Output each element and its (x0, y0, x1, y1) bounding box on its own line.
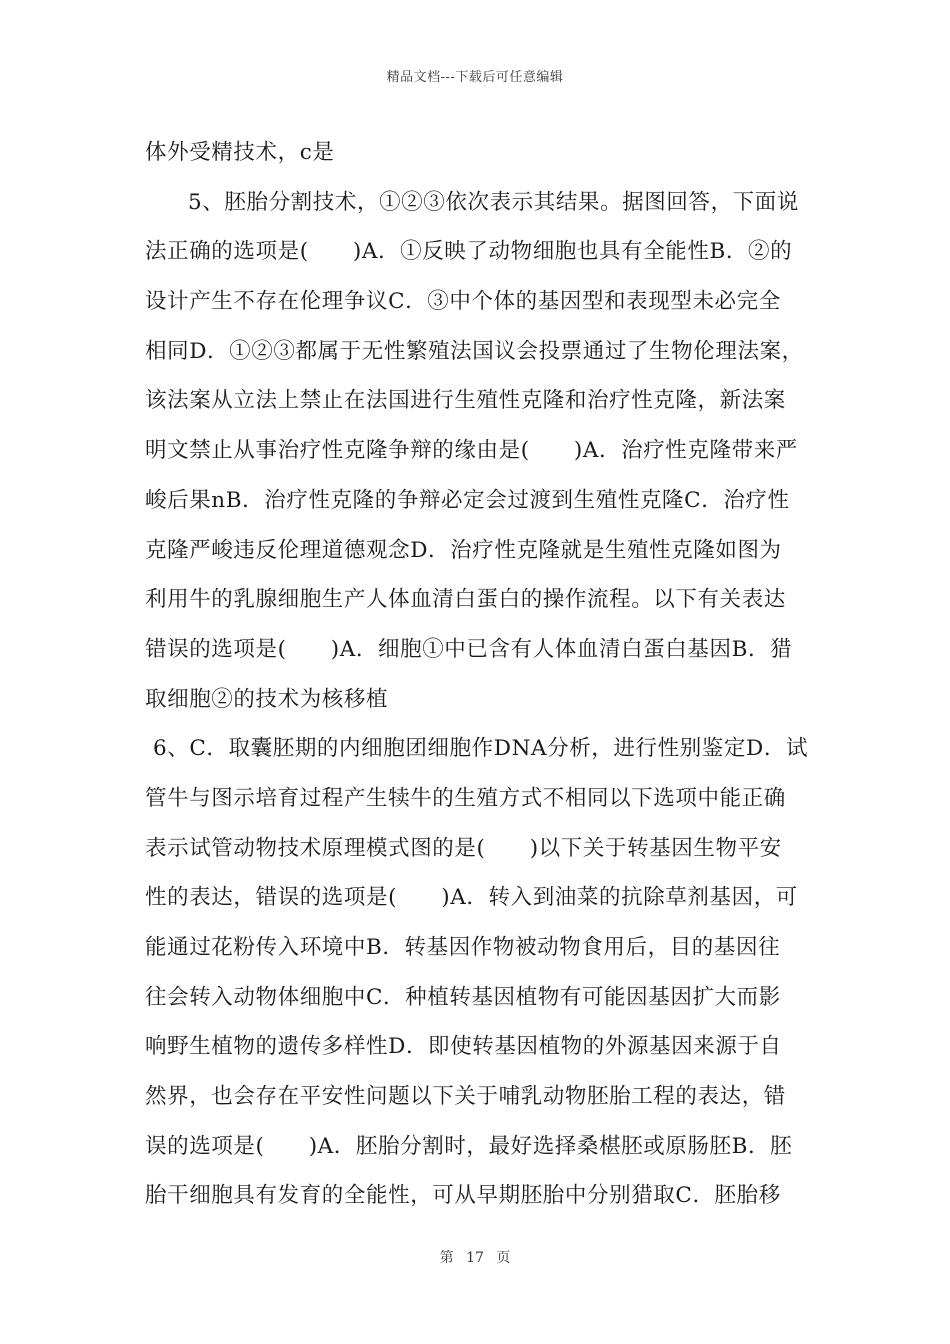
page-number-prefix: 第 (439, 1250, 454, 1266)
text-line: 体外受精技术，c是 (145, 140, 335, 165)
text-line: 法正确的选项是( )A．①反映了动物细胞也具有全能性B．②的 (145, 239, 793, 265)
text-line: 表示试管动物技术原理模式图的是( )以下关于转基因生物平安 (145, 835, 782, 861)
page-number-suffix: 页 (496, 1250, 511, 1266)
text-line: 错误的选项是( )A．细胞①中已含有人体血清白蛋白基因B．猎 (145, 636, 793, 662)
page-header: 精品文档---下载后可任意编辑 (386, 70, 564, 85)
text-line: 明文禁止从事治疗性克隆争辩的缘由是( )A．治疗性克隆带来严 (145, 438, 798, 464)
text-line: 克隆严峻违反伦理道德观念D．治疗性克隆就是生殖性克隆如图为 (145, 537, 782, 563)
page-number: 17 (466, 1250, 484, 1266)
document-body (145, 128, 813, 1221)
text-line: 胎干细胞具有发育的全能性，可从早期胚胎中分别猎取C．胚胎移 (145, 1183, 781, 1209)
text-line: 取细胞②的技术为核移植 (145, 686, 389, 712)
text-line: 5、胚胎分割技术，①②③依次表示其结果。据图回答，下面说 (188, 189, 799, 215)
text-line: 利用牛的乳腺细胞生产人体血清白蛋白的操作流程。以下有关表达 (145, 587, 786, 613)
text-line: 往会转入动物体细胞中C．种植转基因植物有可能因基因扩大而影 (145, 984, 781, 1010)
text-line: 设计产生不存在伦理争议C．③中个体的基因型和表现型未必完全 (145, 289, 781, 315)
text-line: 6、C．取囊胚期的内细胞团细胞作DNA分析，进行性别鉴定D．试 (153, 736, 809, 762)
text-line: 峻后果nB．治疗性克隆的争辩必定会过渡到生殖性克隆C．治疗性 (145, 487, 790, 513)
text-line: 相同D．①②③都属于无性繁殖法国议会投票通过了生物伦理法案， (145, 338, 804, 364)
text-line: 管牛与图示培育过程产生犊牛的生殖方式不相同以下选项中能正确 (145, 785, 786, 811)
text-line: 误的选项是( )A．胚胎分割时，最好选择桑椹胚或原肠胚B．胚 (145, 1133, 793, 1159)
text-line: 该法案从立法上禁止在法国进行生殖性克隆和治疗性克隆，新法案 (145, 388, 786, 414)
text-line: 性的表达，错误的选项是( )A．转入到油菜的抗除草剂基因，可 (145, 885, 798, 911)
text-line: 然界，也会存在平安性问题以下关于哺乳动物胚胎工程的表达，错 (145, 1084, 786, 1110)
page-footer (0, 1247, 950, 1267)
text-line: 能通过花粉传入环境中B．转基因作物被动物食用后，目的基因往 (145, 935, 781, 960)
text-line: 响野生植物的遗传多样性D．即使转基因植物的外源基因来源于自 (145, 1034, 782, 1060)
